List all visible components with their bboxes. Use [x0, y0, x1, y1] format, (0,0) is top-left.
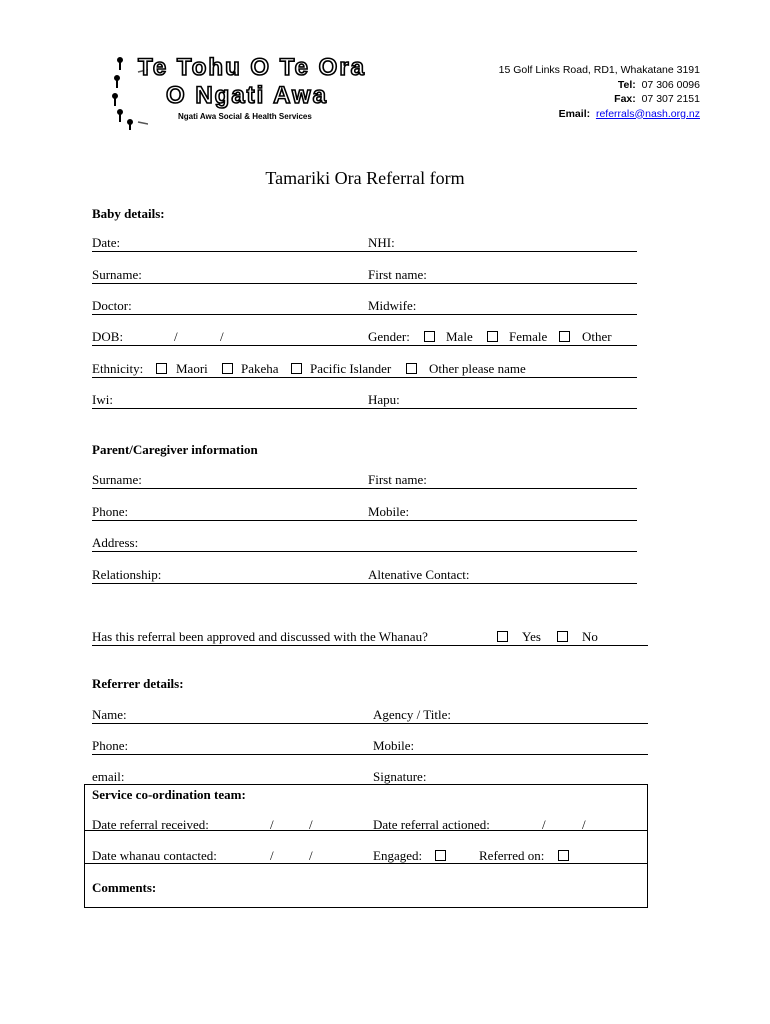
- date-contacted-slash-1: /: [270, 848, 274, 863]
- date-actioned-label: Date referral actioned:: [373, 817, 490, 832]
- contact-block: [499, 63, 700, 121]
- parent-phone-label: Phone:: [92, 504, 129, 519]
- parent-name-row[interactable]: [92, 472, 637, 489]
- organisation-logo: [108, 52, 408, 132]
- relationship-label: Relationship:: [92, 567, 162, 582]
- baby-surname-label: Surname:: [92, 267, 142, 282]
- male-checkbox[interactable]: [424, 331, 435, 342]
- email-line: [499, 107, 700, 122]
- maori-label: Maori: [176, 361, 208, 376]
- form-title: Tamariki Ora Referral form: [265, 168, 465, 188]
- referrer-email-label: email:: [92, 769, 125, 784]
- engaged-label: Engaged:: [373, 848, 423, 863]
- date-actioned-slash-2: /: [582, 817, 586, 832]
- male-label: Male: [446, 329, 473, 344]
- date-received-slash-1: /: [270, 817, 274, 832]
- approval-question: Has this referral been approved and discussed with the Whanau?: [92, 629, 428, 644]
- parent-surname-label: Surname:: [92, 472, 142, 487]
- parent-address-row[interactable]: [92, 535, 637, 552]
- nhi-label: NHI:: [368, 235, 395, 250]
- date-received-label: Date referral received:: [92, 817, 209, 832]
- parent-relationship-row[interactable]: [92, 567, 637, 584]
- female-checkbox[interactable]: [487, 331, 498, 342]
- alternative-contact-label: Altenative Contact:: [368, 567, 470, 582]
- doctor-label: Doctor:: [92, 298, 132, 313]
- iwi-label: Iwi:: [92, 392, 113, 407]
- iwi-hapu-row[interactable]: [92, 392, 637, 409]
- other-gender-label: Other: [582, 329, 612, 344]
- pakeha-label: Pakeha: [241, 361, 279, 376]
- gender-label: Gender:: [368, 329, 410, 344]
- dob-slash-1: /: [174, 329, 178, 344]
- ethnicity-row[interactable]: [92, 361, 637, 378]
- parent-phone-row[interactable]: [92, 504, 637, 521]
- approval-no-checkbox[interactable]: [557, 631, 568, 642]
- referrer-phone-label: Phone:: [92, 738, 129, 753]
- hapu-label: Hapu:: [368, 392, 400, 407]
- referred-on-label: Referred on:: [479, 848, 545, 863]
- baby-date-nhi-row[interactable]: [92, 235, 637, 252]
- fax-value: 07 307 2151: [641, 93, 700, 105]
- engaged-checkbox[interactable]: [435, 850, 446, 861]
- signature-label: Signature:: [373, 769, 427, 784]
- logo-line-1: Te Tohu O Te Ora: [138, 54, 367, 81]
- referrer-phone-row[interactable]: [92, 738, 648, 755]
- approval-no-label: No: [582, 629, 598, 644]
- service-team-heading: Service co-ordination team:: [92, 787, 246, 802]
- tel-value: 07 306 0096: [641, 78, 700, 91]
- referred-on-checkbox[interactable]: [558, 850, 569, 861]
- approval-row[interactable]: [92, 629, 648, 646]
- baby-first-name-label: First name:: [368, 267, 427, 282]
- approval-yes-checkbox[interactable]: [497, 631, 508, 642]
- other-ethnicity-checkbox[interactable]: [406, 363, 417, 374]
- referrer-name-label: Name:: [92, 707, 127, 722]
- fax-line: [499, 92, 700, 107]
- referrer-mobile-label: Mobile:: [373, 738, 415, 753]
- referrer-name-row[interactable]: [92, 707, 648, 724]
- comments-label: Comments:: [92, 880, 157, 895]
- address-text: 15 Golf Links Road, RD1, Whakatane 3191: [498, 64, 700, 76]
- email-link[interactable]: referrals@nash.org.nz: [595, 107, 700, 120]
- date-label: Date:: [92, 235, 121, 250]
- email-label: Email:: [558, 107, 591, 120]
- logo-line-2: O Ngati Awa: [166, 82, 329, 109]
- approval-yes-label: Yes: [522, 629, 541, 644]
- dob-label: DOB:: [92, 329, 124, 344]
- logo-subtitle: Ngati Awa Social & Health Services: [178, 112, 312, 121]
- date-received-slash-2: /: [309, 817, 313, 832]
- fax-label: Fax:: [614, 93, 636, 105]
- parent-first-name-label: First name:: [368, 472, 427, 487]
- female-label: Female: [509, 329, 548, 344]
- parent-mobile-label: Mobile:: [368, 504, 410, 519]
- maori-checkbox[interactable]: [156, 363, 167, 374]
- other-gender-checkbox[interactable]: [559, 331, 570, 342]
- agency-title-label: Agency / Title:: [373, 707, 452, 722]
- other-ethnicity-label: Other please name: [429, 361, 526, 376]
- phone-line: [499, 78, 700, 93]
- baby-dob-gender-row[interactable]: [92, 329, 637, 346]
- date-actioned-slash-1: /: [542, 817, 546, 832]
- pacific-islander-label: Pacific Islander: [310, 361, 392, 376]
- baby-details-heading: Baby details:: [92, 206, 165, 221]
- baby-doctor-row[interactable]: [92, 298, 637, 315]
- service-team-box: [84, 784, 648, 908]
- date-contacted-label: Date whanau contacted:: [92, 848, 217, 863]
- pacific-islander-checkbox[interactable]: [291, 363, 302, 374]
- baby-name-row[interactable]: [92, 267, 637, 284]
- tel-label: Tel:: [617, 78, 636, 91]
- ethnicity-label: Ethnicity:: [92, 361, 144, 376]
- parent-heading: Parent/Caregiver information: [92, 442, 258, 457]
- referrer-heading: Referrer details:: [92, 676, 184, 691]
- date-contacted-slash-2: /: [309, 848, 313, 863]
- pakeha-checkbox[interactable]: [222, 363, 233, 374]
- dob-slash-2: /: [220, 329, 224, 344]
- midwife-label: Midwife:: [368, 298, 417, 313]
- parent-address-label: Address:: [92, 535, 139, 550]
